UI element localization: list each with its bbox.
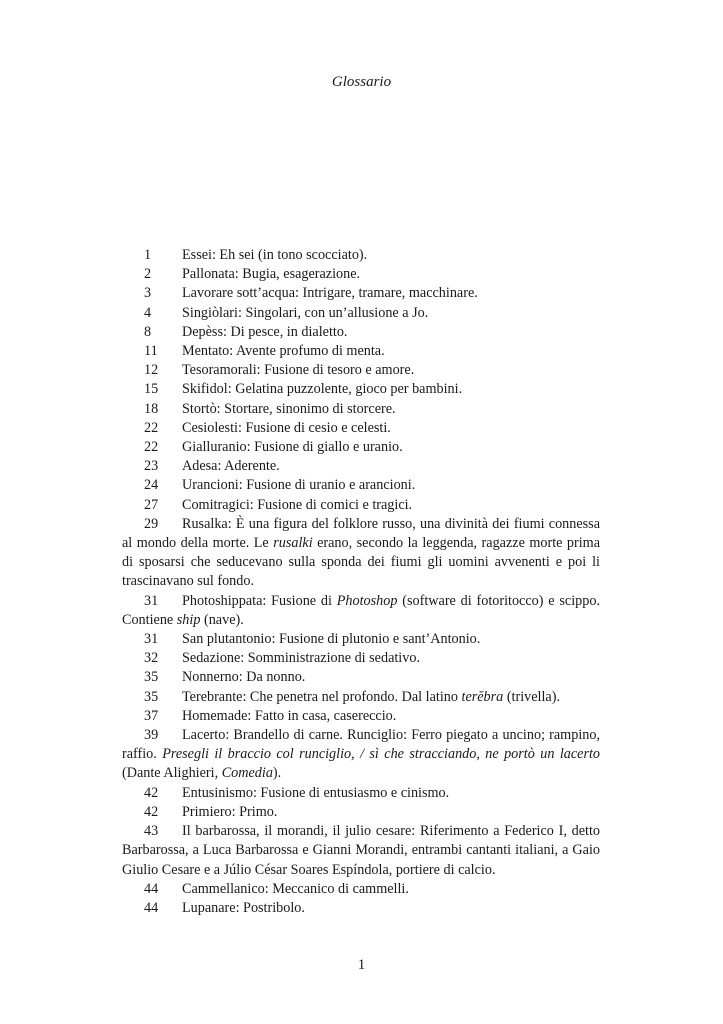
entry-text: Tesoramorali: Fusione di tesoro e amore. — [182, 362, 415, 379]
entry-text: Nonnerno: Da nonno. — [182, 669, 306, 686]
glossary-entry — [122, 515, 600, 592]
entry-text: Homemade: Fatto in casa, casereccio. — [182, 707, 397, 724]
entry-text-part: (nave). — [200, 611, 244, 628]
entry-page-number: 44 — [144, 899, 159, 916]
glossary-entry — [122, 380, 600, 399]
entry-text: Urancioni: Fusione di uranio e arancioni. — [182, 477, 416, 494]
entry-text: Cammellanico: Meccanico di cammelli. — [182, 880, 409, 897]
entry-text-italic: rusalki — [273, 535, 313, 552]
entry-text: Stortò: Stortare, sinonimo di storcere. — [182, 400, 396, 417]
entry-text: Entusinismo: Fusione di entusiasmo e cinismo. — [182, 784, 450, 801]
entry-page-number: 4 — [144, 304, 152, 321]
entry-page-number: 27 — [144, 496, 159, 513]
entry-page-number: 23 — [144, 458, 159, 475]
glossary-entry — [122, 342, 600, 361]
entry-page-number: 15 — [144, 381, 159, 398]
entry-page-number: 2 — [144, 266, 152, 283]
glossary-entry — [122, 668, 600, 687]
entry-page-number: 3 — [144, 285, 152, 302]
entry-page-number: 22 — [144, 439, 159, 456]
entry-text-part: (trivella). — [503, 688, 561, 705]
entry-page-number: 39 — [144, 727, 159, 744]
entry-page-number: 1 — [144, 247, 152, 263]
glossary-entry — [122, 476, 600, 495]
entry-text-italic: Comedia — [221, 765, 273, 782]
entry-page-number: 8 — [144, 323, 152, 340]
glossary-entry — [122, 438, 600, 457]
glossary-entry — [122, 246, 600, 265]
glossary-entry — [122, 284, 600, 303]
entry-text-part: Photoshippata: Fusione di — [182, 592, 337, 609]
page-title: Glossario — [331, 74, 392, 90]
entry-text: Comitragici: Fusione di comici e tragici. — [182, 496, 413, 513]
glossary-entry — [122, 265, 600, 284]
glossary-entry — [122, 419, 600, 438]
entry-text-part: Terebrante: Che penetra nel profondo. Dal latino — [182, 688, 462, 705]
glossary-entry — [122, 803, 600, 822]
entry-page-number: 11 — [144, 343, 158, 360]
glossary-entry — [122, 726, 600, 784]
entry-text: Gialluranio: Fusione di giallo e uranio. — [182, 439, 403, 456]
entry-page-number: 35 — [144, 669, 159, 686]
entry-page-number: 24 — [144, 477, 159, 494]
entry-page-number: 44 — [144, 880, 159, 897]
glossary-entry — [122, 784, 600, 803]
entry-text: Il barbarossa, il morandi, il julio cesare: Riferimento a Federico I, detto Barbarossa, a Luca Barbarossa e Gianni Morandi, entrambi cantanti italiani, a Gaio Giulio Cesare e a Júlio César Soares Espíndola, portiere di calcio. — [122, 823, 600, 878]
entry-text-italic: ship — [176, 611, 201, 628]
glossary-entry — [122, 880, 600, 899]
entry-text: San plutantonio: Fusione di plutonio e sant’Antonio. — [182, 631, 481, 648]
entry-page-number: 42 — [144, 803, 159, 820]
glossary-entry — [122, 822, 600, 880]
glossary-entry — [122, 649, 600, 668]
glossary-entry — [122, 688, 600, 707]
glossary-entry — [122, 592, 600, 630]
entry-page-number: 35 — [144, 688, 159, 705]
glossary-entry — [122, 630, 600, 649]
entry-text: Singiòlari: Singolari, con un’allusione a Jo. — [182, 304, 429, 321]
entry-text-part: ). — [272, 765, 282, 782]
entry-page-number: 31 — [144, 592, 159, 609]
entry-text: Mentato: Avente profumo di menta. — [182, 343, 385, 360]
entry-page-number: 31 — [144, 631, 159, 648]
entry-text: Lavorare sott’acqua: Intrigare, tramare, macchinare. — [182, 285, 478, 302]
entry-page-number: 37 — [144, 707, 159, 724]
page-number: 1 — [357, 957, 366, 973]
entry-text-italic: terĕbra — [461, 688, 504, 705]
glossary-entry — [122, 496, 600, 515]
entry-text-part: Lacerto: Brandello di carne. Runciglio: Ferro piegato a uncino; rampino, raffio. — [122, 727, 600, 763]
glossary-entry — [122, 323, 600, 342]
glossary-entry — [122, 707, 600, 726]
glossary-entry — [122, 457, 600, 476]
entry-text: Sedazione: Somministrazione di sedativo. — [182, 650, 420, 667]
entry-page-number: 12 — [144, 362, 159, 379]
glossary-entry — [122, 361, 600, 380]
entry-text-italic: Photoshop — [336, 592, 398, 609]
entry-page-number: 43 — [144, 823, 159, 840]
entry-text: Pallonata: Bugia, esagerazione. — [182, 266, 361, 283]
entry-text-part: Rusalka: È una figura del folklore russo, una divinità dei fiumi connessa al mondo della morte. Le — [122, 515, 600, 552]
entry-page-number: 18 — [144, 400, 159, 417]
glossary-list — [122, 246, 600, 918]
entry-page-number: 29 — [144, 515, 159, 532]
glossary-entry — [122, 899, 600, 918]
glossary-entry — [122, 400, 600, 419]
entry-text: Essei: Eh sei (in tono scocciato). — [182, 247, 368, 263]
glossary-entry — [122, 304, 600, 323]
entry-page-number: 32 — [144, 650, 159, 667]
entry-text: Depèss: Di pesce, in dialetto. — [182, 323, 348, 340]
entry-text: Lupanare: Postribolo. — [182, 899, 305, 916]
entry-text-part: erano, secondo la leggenda, ragazze morte prima di sposarsi che seducevano sulla sponda dei fiumi gli uomini avvenenti e poi li trascinavano sul fondo. — [122, 535, 601, 590]
entry-page-number: 42 — [144, 784, 159, 801]
entry-text-italic: Presegli il braccio col runciglio, / sì che stracciando, ne portò un lacerto — [162, 746, 601, 763]
entry-text: Primiero: Primo. — [182, 803, 278, 820]
entry-text: Cesiolesti: Fusione di cesio e celesti. — [182, 419, 391, 436]
entry-text: Skifidol: Gelatina puzzolente, gioco per bambini. — [182, 381, 463, 398]
entry-text-part: (software di fotoritocco) e scippo. Contiene — [122, 592, 600, 628]
entry-page-number: 22 — [144, 419, 159, 436]
entry-text: Adesa: Aderente. — [182, 458, 280, 475]
entry-text-part: (Dante Alighieri, — [122, 765, 222, 782]
